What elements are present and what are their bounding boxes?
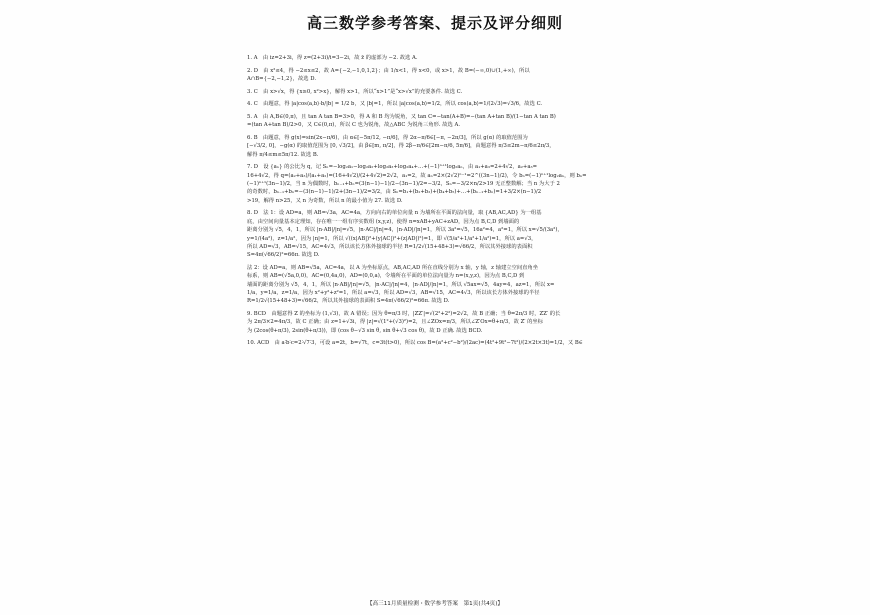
answer-line: 1. A 由 iz=2+3i，得 z=(2+3i)/i=3−2i，故 z̄ 的虚部为 −2. 故选 A.	[247, 55, 418, 62]
answer-line: 为 (2cos(θ+π/3), 2sin(θ+π/3))，即 (cos θ−√3 sin θ, sin θ+√3 cos θ)，故 D 正确. 故选 BCD.	[247, 327, 483, 334]
answer-line: S=4π(√66/2)²=66π. 故选 D.	[247, 252, 320, 259]
answer-line: >19，解得 n>25，又 n 为奇数，所以 n 的最小值为 27. 故选 D.	[247, 197, 403, 204]
answer-line: 为 2π/3×2=4π/3，故 C 正确；由 z=1+√3i，得 |z|=√(1²+(√3)²)=2，且∠ZOx=π/3，所以∠Z′Ox=θ+π/3，故 Z′ 的坐标	[247, 319, 544, 326]
answer-line: 的奇数时，bₙ₋₁+bₙ=−(3(n−1)−1)/2+(3n−1)/2=3/2，由 Sₙ=b₁+(b₂+b₃)+(b₄+b₅)+…+(bₙ₋₁+bₙ)=1+3/2×(n−1)/2	[247, 189, 542, 196]
answer-line: 10. ACD 由 a∶b∶c=2∶√7∶3，可设 a=2t，b=√7t，c=3t(t>0)，所以 cos B=(a²+c²−b²)/(2ac)=(4t²+9t²−7t²)/(2×2t×3t)=1/2，又 B∈	[247, 340, 583, 347]
answer-line: [−√3/2, 0]，−g(α) 的取值范围为 [0, √3/2]，由 β∈[m, π/2]，得 2β−π/6∈[2m−π/6, 5π/6]，由题意得 π/3≤2m−π/6≤2π/3，	[247, 143, 555, 150]
answer-line: 墙面的距离分别为 √5，4，1，所以 |n·AB|/|n|=√5，|n·AC|/|n|=4，|n·AD|/|n|=1，所以 √5ax=√5，4ay=4，az=1，所以 x=	[247, 281, 555, 288]
answer-line: 16+4√2，得 q=(a₂+a₃)/(a₁+a₂)=(16+4√2)/(2+4√2)=2√2，a₁=2，故 aₙ=2×(2√2)ⁿ⁻¹=2^((3n−1)/2)，令 bₙ=(−1)ⁿ⁺¹log₂aₙ，则 bₙ=	[247, 172, 587, 179]
answer-line: R=1/2√(15+48+3)=√66/2，所以其外接球的表面积 S=4π(√66/2)²=66π. 故选 D.	[247, 298, 450, 305]
answer-line: 解得 π/4≤m≤5π/12. 故选 B.	[247, 151, 319, 158]
answer-body	[247, 50, 630, 348]
answer-line: 法 2：设 AD=a，则 AB=√5a，AC=4a，以 A 为坐标原点，AB,AC,AD 所在直线分别为 x 轴，y 轴，z 轴建立空间直角坐	[247, 264, 539, 271]
answer-line: =(tan A+tan B)/2>0，又 C∈(0,π)，所以 C 也为锐角，故△ABC 为锐角三角形. 故选 A.	[247, 122, 461, 129]
answer-line: (−1)ⁿ⁺¹(3n−1)/2，当 n 为偶数时，bₙ₋₁+bₙ=(3(n−1)−1)/2−(3n−1)/2=−3/2，Sₙ=−3/2×n/2>19 无正整数解；当 n 为大于 2	[247, 181, 560, 187]
answer-line: 6. B 由题意，得 g(x)=sin(2x−π/6)，由 α∈[−5π/12, −π/6]，得 2α−π/6∈[−π, −2π/3]，所以 g(α) 的取值范围为	[247, 134, 528, 141]
answer-line: A∩B={−2,−1,2}，故选 D.	[247, 76, 317, 83]
answer-line: 标系，则 AB=(√5a,0,0)，AC=(0,4a,0)，AD=(0,0,a)，令墙所在平面的单位法向量为 n=(x,y,z)，因为点 B,C,D 到	[247, 273, 525, 280]
answer-line: 4. C 由题意，得 |a|cos⟨a,b⟩·b/|b| = 1/2 b，又 |b|=1，所以 |a|cos⟨a,b⟩=1/2，所以 cos⟨a,b⟩=1/(2√3)=√3/6，故选 C.	[247, 101, 543, 108]
answer-line: 1/a，y=1/a，z=1/a，因为 x²+y²+z²=1，所以 a=√3，所以 AD=√3，AB=√15，AC=4√3，所以该长方体外接球的半径	[247, 290, 540, 297]
page-title: 高三数学参考答案、提示及评分细则	[306, 14, 563, 32]
answer-line: 2. D 由 x²≤4，得 −2≤x≤2，故 A={−2,−1,0,1,2}；由 1/x<1，得 x<0，或 x>1，故 B=(−∞,0)∪(1,+∞)，所以	[247, 67, 530, 74]
answer-line: 9. BCD 由题意得 Z 的坐标为 (1,√3)，故 A 错误；因为 θ=π/3 时，|ZZ′|=√(2²+2²)=2√2，故 B 正确；当 θ=2π/3 时，ZZ′ 的长	[247, 311, 561, 318]
answer-line: 5. A 由 A,B∈(0,π)，且 tan A tan B=3>0，得 A 和 B 均为锐角，又 tan C=−tan(A+B)=−(tan A+tan B)/(1−tan A tan B)	[247, 113, 556, 120]
answer-line: 距离分别为 √5，4，1，所以 |n·AB|/|n|=√5，|n·AC|/|n|=4，|n·AD|/|n|=1，所以 3a²=√5，16a²=4，a²=1，所以 x=√5/(3a²)，	[247, 227, 563, 234]
page-footer: 【高三11月质量检测・数学参考答案 第1页(共4页)】	[366, 601, 504, 607]
answer-line: y=1/(4a²)，z=1/a²，因为 |n|=1，所以 √((x|AB|)²+(y|AC|)²+(z|AD|)²)=1，即 √(5/a²+1/a²+1/a²)=1，所以 a=√3，	[247, 235, 537, 242]
answer-line: 底，由空间向量基本定理知，存在唯一一组有序实数组 (x,y,z)，使得 n=xAB+yAC+zAD，因为点 B,C,D 到墙面的	[247, 218, 520, 225]
answer-line: 3. C 由 x>√x，得 {x≥0, x²>x}，解得 x>1，所以“x>1”是“x>√x”的充要条件. 故选 C.	[247, 88, 463, 95]
answer-line: 7. D 设 {aₙ} 的公比为 q，记 Sₙ=−log₂a₁−log₂a₂+log₂a₃+log₂a₄+…+(−1)ⁿ⁺¹log₂aₙ，由 a₁+a₃=2+4√2，a₂+a₃=	[247, 164, 538, 171]
answer-line: 8. D 法 1：设 AD=a，则 AB=√3a，AC=4a，方向向右的单位向量 n 为墙所在平面的法向量，取 {AB,AC,AD} 为一组基	[247, 210, 542, 217]
answer-line: 所以 AD=√3，AB=√15，AC=4√3，所以该长方体外接球的半径 R=1/2√(15+48+3)=√66/2，所以其外接球的表面积	[247, 243, 533, 250]
